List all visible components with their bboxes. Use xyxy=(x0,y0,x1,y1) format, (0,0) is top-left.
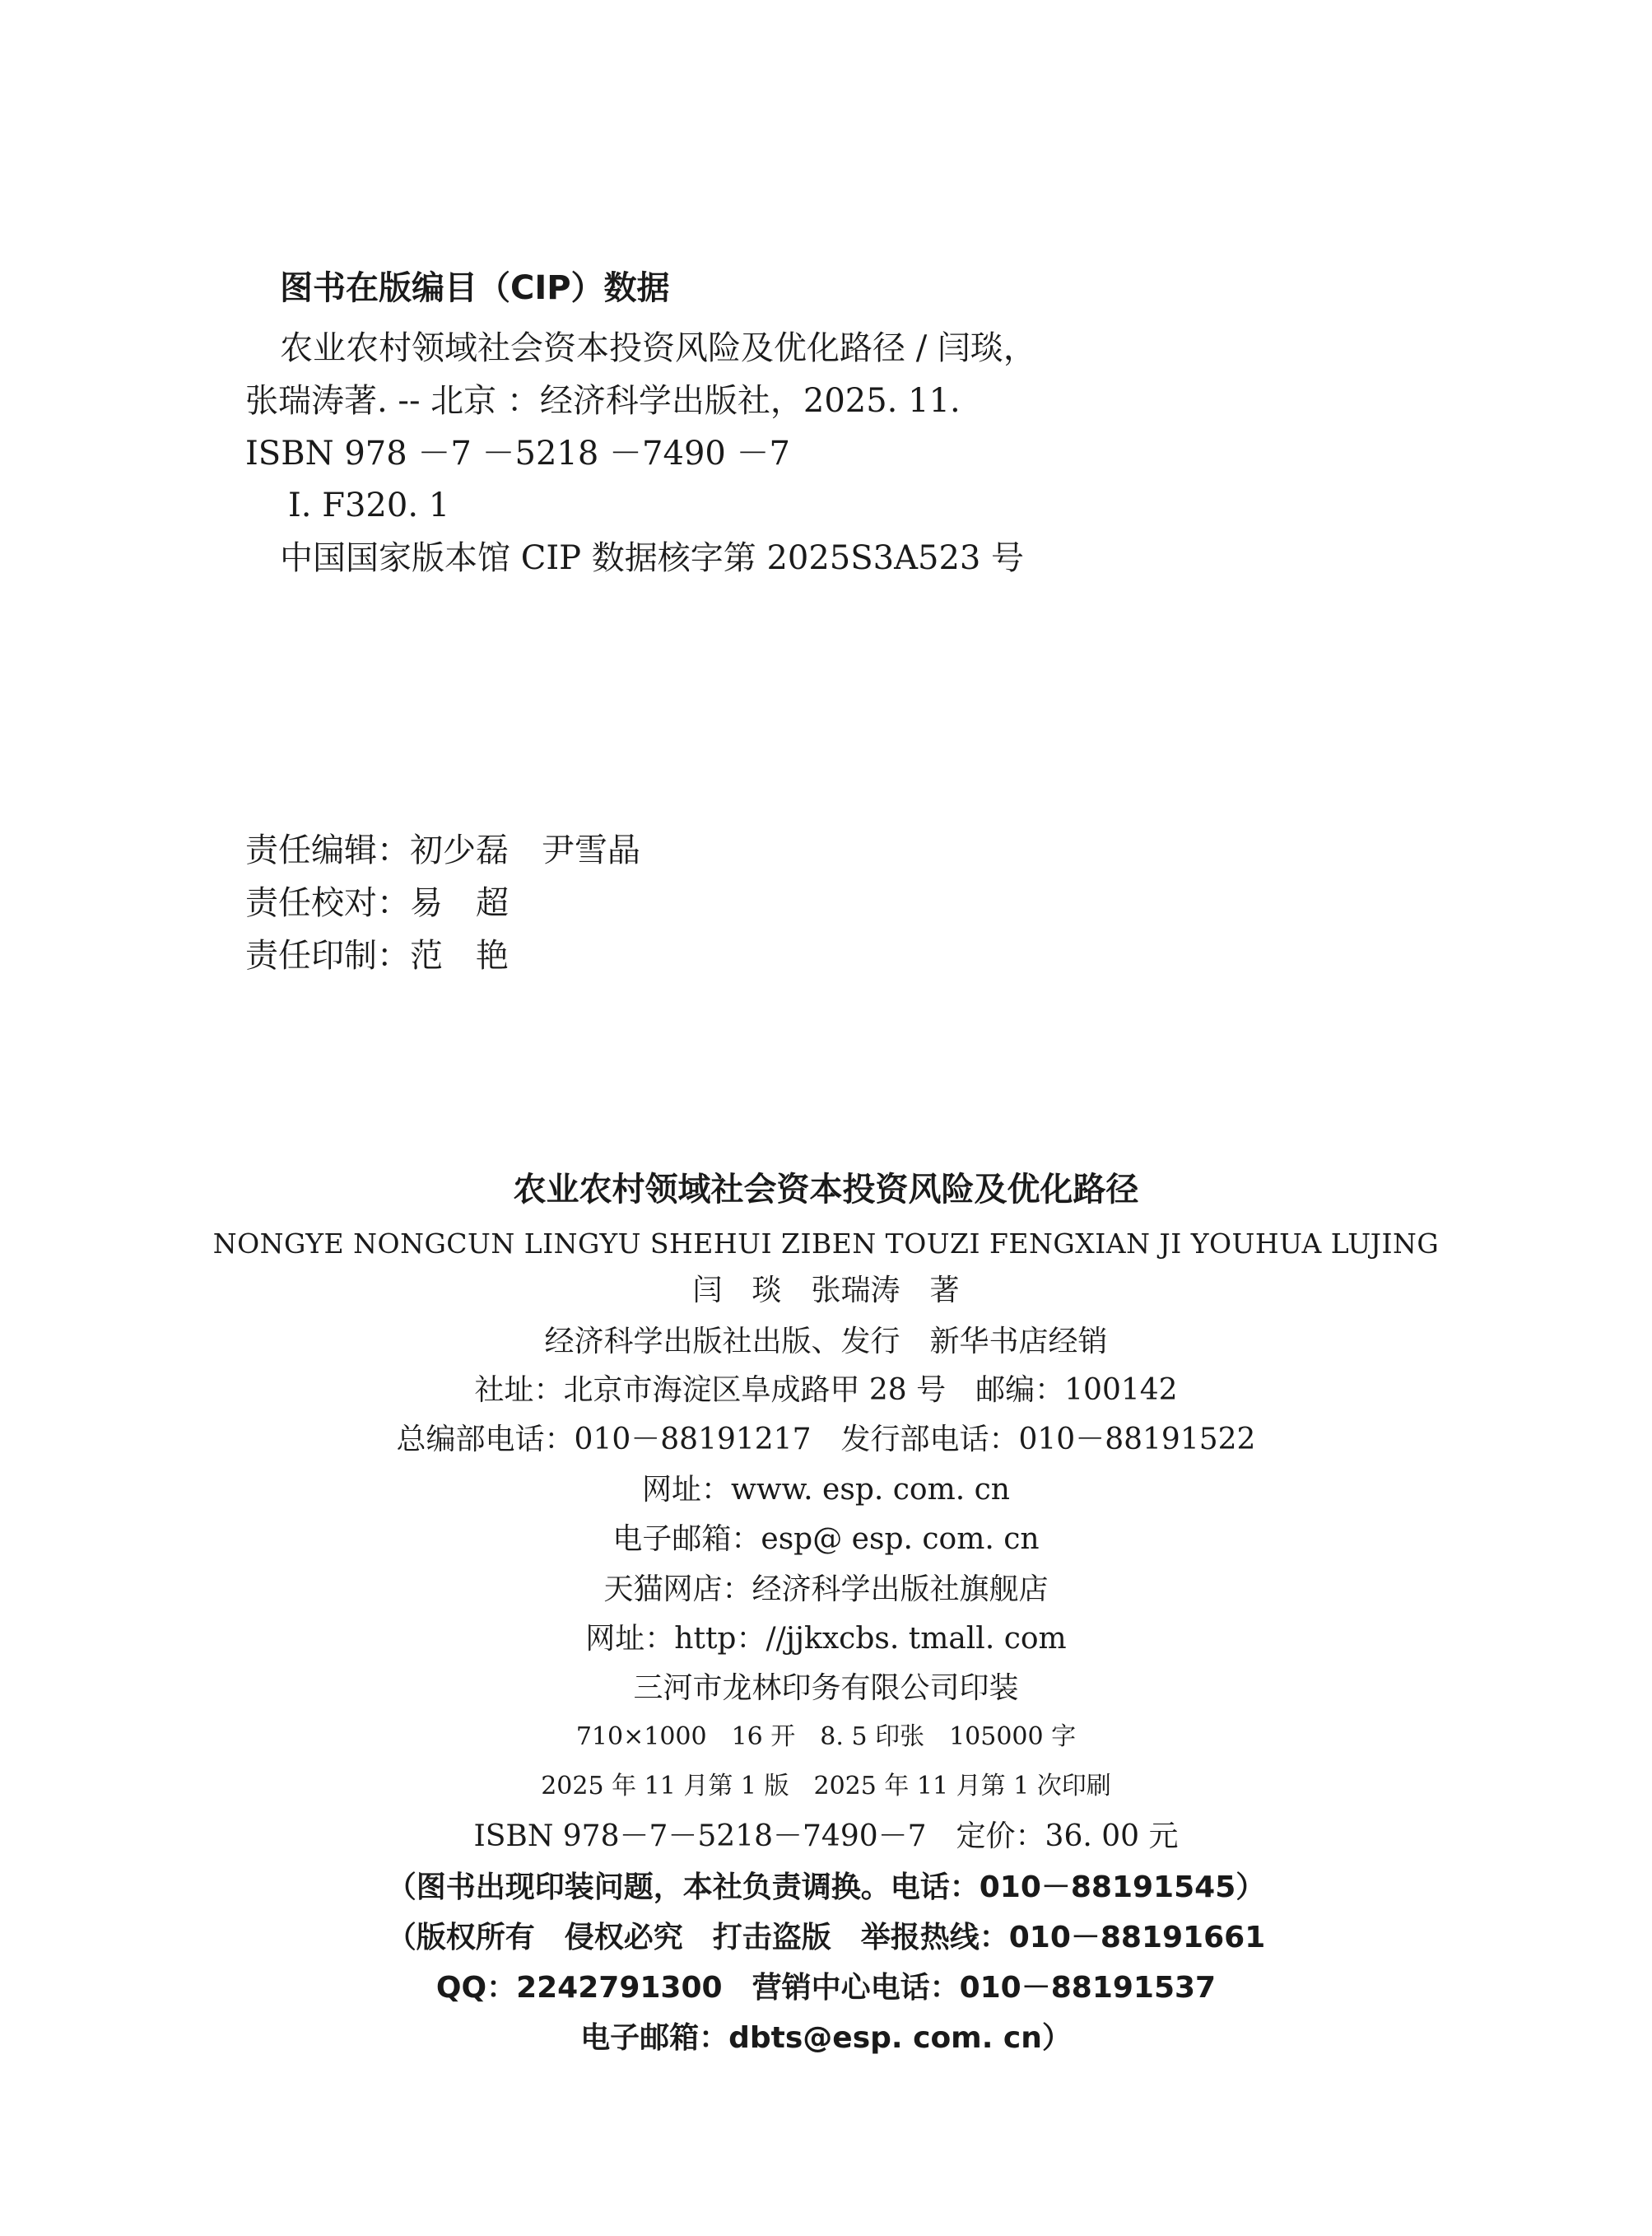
responsible-editor: 责任编辑：初少磊 尹雪晶 xyxy=(245,832,640,869)
publisher: 经济科学出版社出版、发行 新华书店经销 xyxy=(544,1325,1108,1358)
responsible-proofreader: 责任校对：易 超 xyxy=(245,884,509,922)
cip-heading: 图书在版编目（CIP）数据 xyxy=(280,269,670,307)
cip-line-isbn: ISBN 978 －7 －5218 －7490 －7 xyxy=(245,435,791,473)
notice-email: 电子邮箱：dbts@esp. com. cn） xyxy=(580,2021,1072,2055)
cip-line-classification: Ⅰ. F320. 1 xyxy=(288,487,450,524)
cip-line-record-number: 中国国家版本馆 CIP 数据核字第 2025S3A523 号 xyxy=(280,539,1025,577)
tmall-url: 网址：http：//jjkxcbs. tmall. com xyxy=(585,1622,1067,1656)
publisher-address: 社址：北京市海淀区阜成路甲 28 号 邮编：100142 xyxy=(474,1373,1178,1407)
responsible-printing: 责任印制：范 艳 xyxy=(245,937,509,975)
notice-replacement: （图书出现印装问题，本社负责调换。电话：010－88191545） xyxy=(386,1870,1266,1904)
publisher-website: 网址：www. esp. com. cn xyxy=(642,1473,1010,1507)
book-title-en: NONGYE NONGCUN LINGYU SHEHUI ZIBEN TOUZI FENGXIAN JI YOUHUA LUJING xyxy=(212,1227,1440,1260)
isbn-price: ISBN 978－7－5218－7490－7 定价：36. 00 元 xyxy=(473,1819,1179,1853)
notice-qq-marketing: QQ：2242791300 营销中心电话：010－88191537 xyxy=(435,1971,1217,2005)
printer: 三河市龙林印务有限公司印装 xyxy=(633,1671,1019,1705)
cip-line-title: 农业农村领域社会资本投资风险及优化路径 / 闫琰， xyxy=(280,329,1036,367)
publisher-phones: 总编部电话：010－88191217 发行部电话：010－88191522 xyxy=(396,1423,1256,1456)
notice-copyright: （版权所有 侵权必究 打击盗版 举报热线：010－88191661 xyxy=(386,1921,1266,1954)
book-format: 710×1000 16 开 8. 5 印张 105000 字 xyxy=(575,1722,1077,1751)
edition-info: 2025 年 11 月第 1 版 2025 年 11 月第 1 次印刷 xyxy=(541,1772,1111,1800)
publisher-email: 电子邮箱：esp@ esp. com. cn xyxy=(612,1522,1040,1556)
tmall-store: 天猫网店：经济科学出版社旗舰店 xyxy=(603,1572,1049,1606)
cip-line-authors: 张瑞涛著. -- 北京 ：经济科学出版社，2025. 11. xyxy=(245,382,961,420)
authors: 闫 琰 张瑞涛 著 xyxy=(692,1274,960,1307)
book-title-cn: 农业农村领域社会资本投资风险及优化路径 xyxy=(513,1171,1139,1209)
